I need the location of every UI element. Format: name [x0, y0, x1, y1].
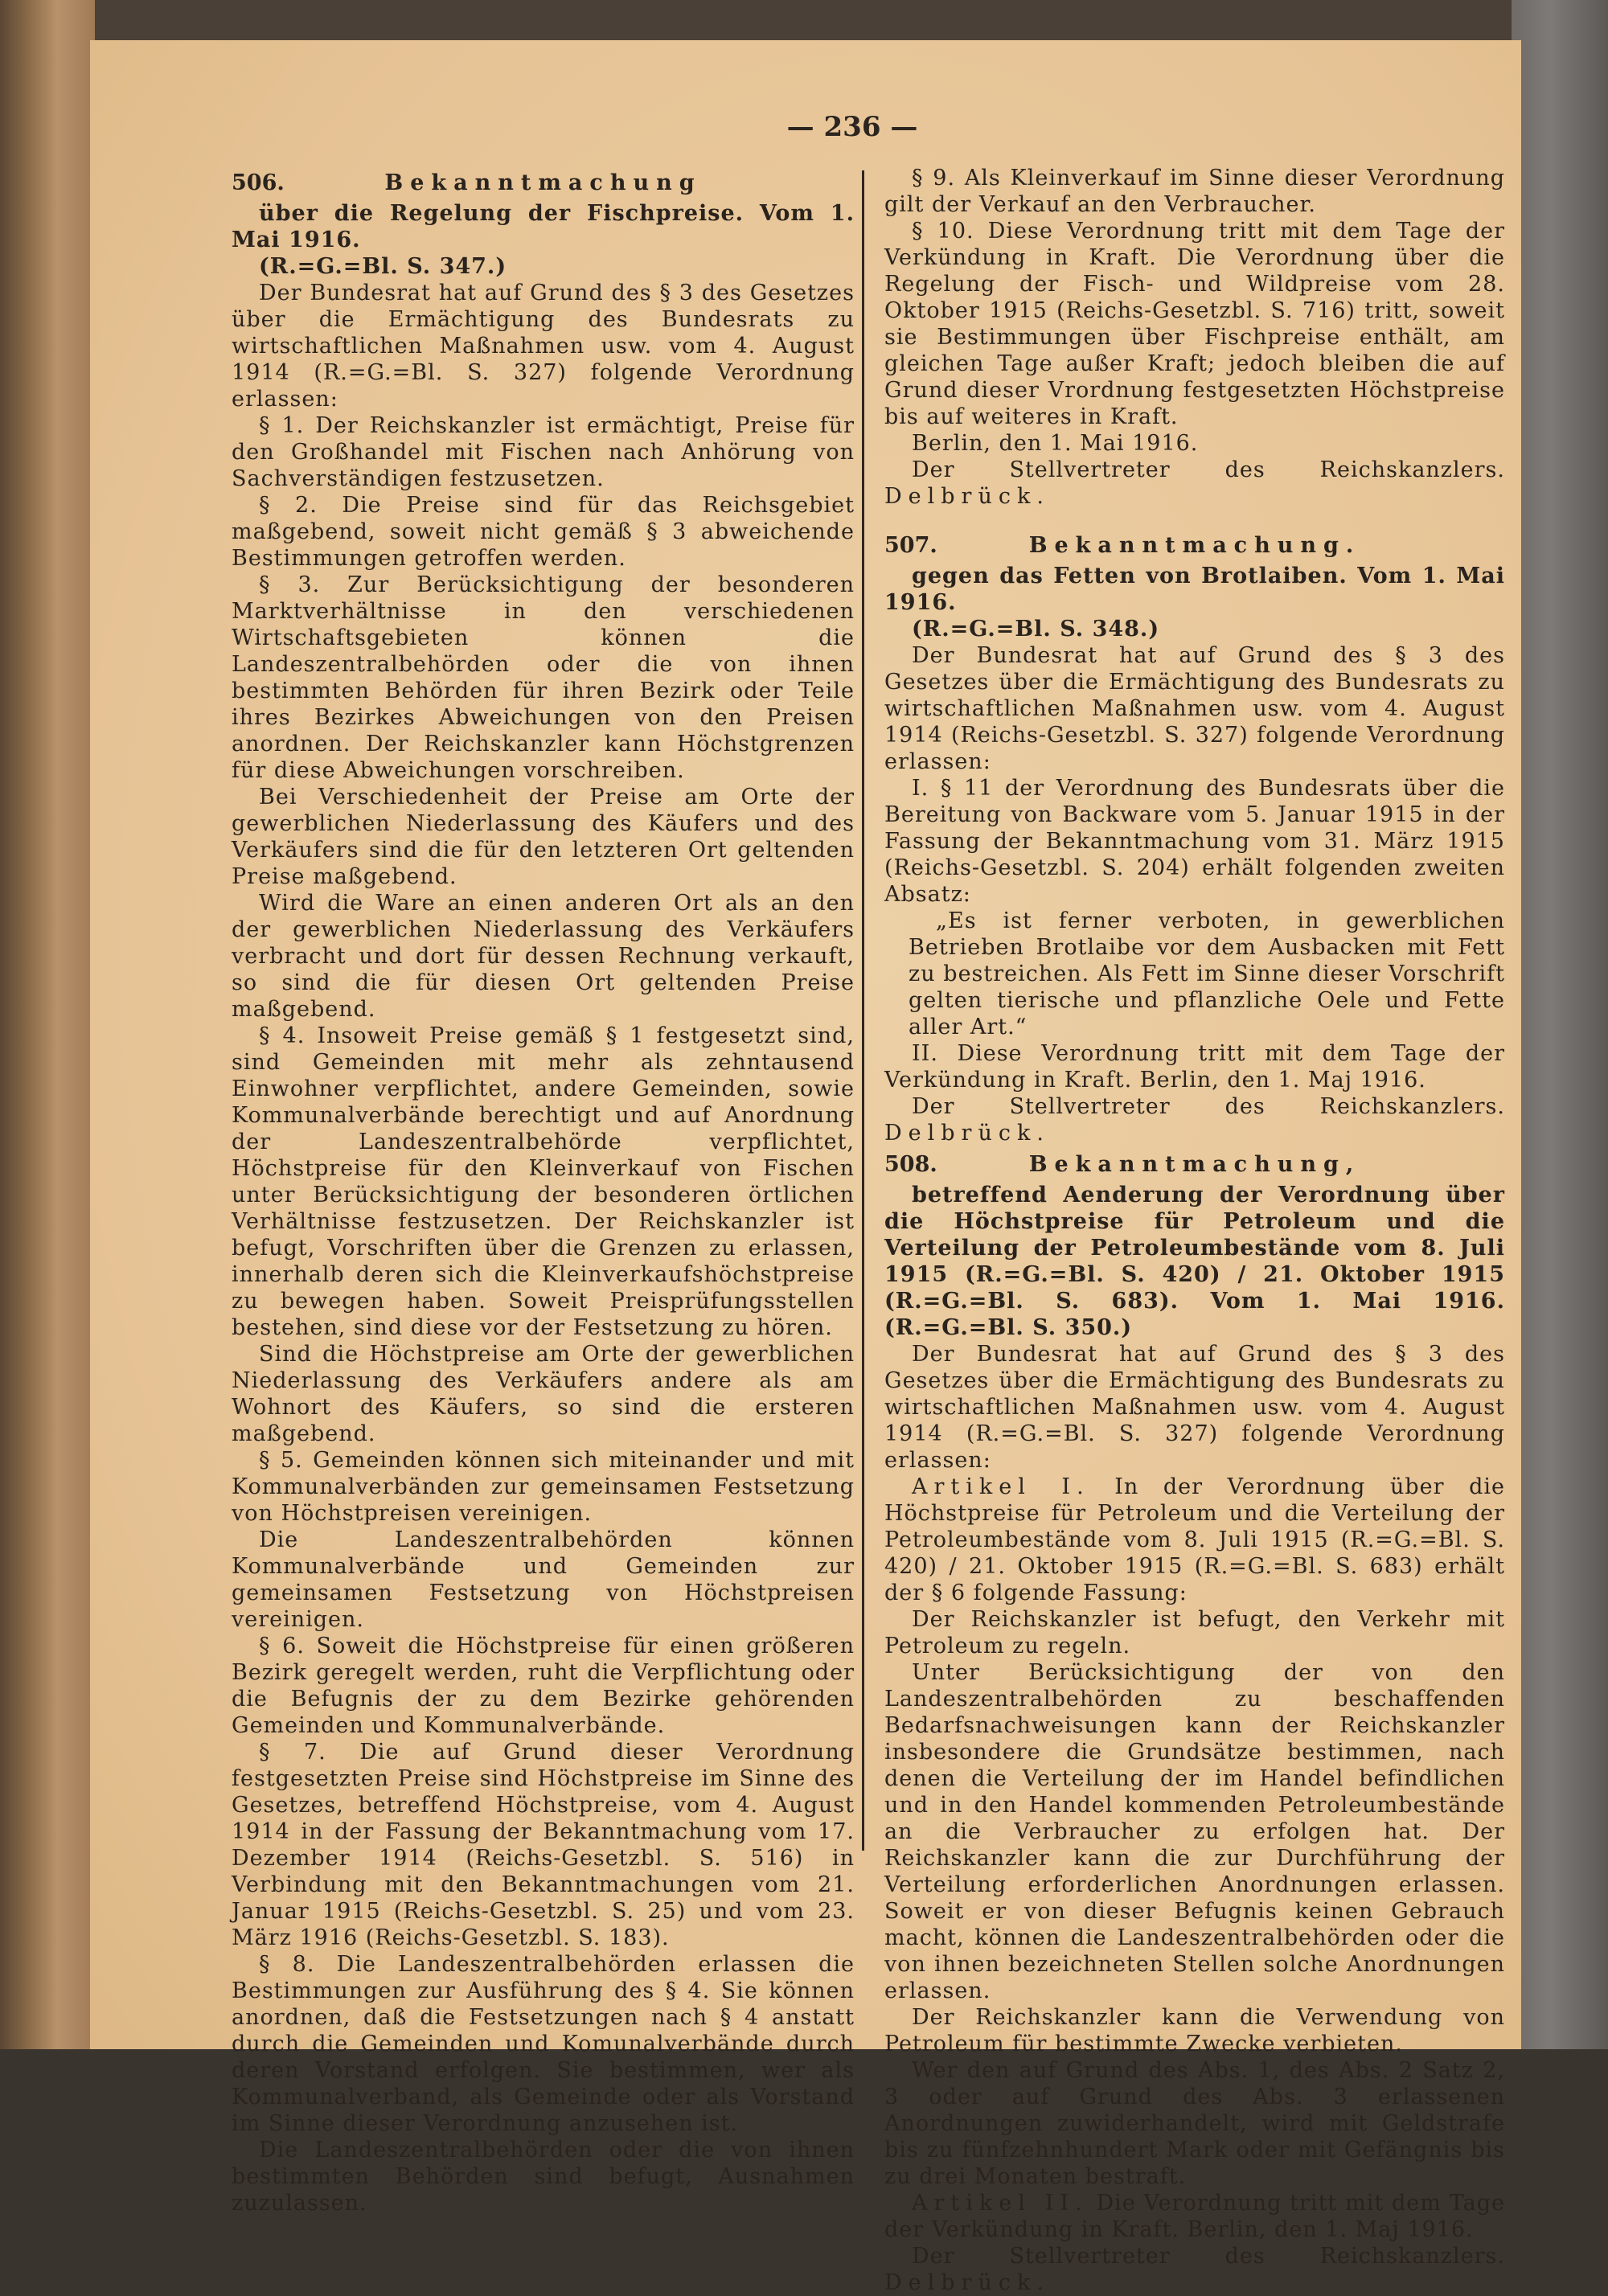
section-number: 506. [232, 170, 285, 195]
paragraph: Wird die Ware an einen anderen Ort als an den der gewerblichen Niederlassung des Verkäufers verbracht und dort für dessen Rechnung verkauft, so sind die für diesen Ort geltenden Preise maßgebend. [232, 891, 855, 1022]
signature [884, 457, 1505, 510]
paragraph: § 2. Die Preise sind für das Reichsgebiet maßgebend, soweit nicht gemäß § 3 abweichende Bestimmungen getroffen werden. [232, 493, 855, 571]
signature-name: Delbrück. [884, 2270, 1050, 2295]
paragraph: § 3. Zur Berücksichtigung der besonderen Marktverhältnisse in den verschiedenen Wirtschaftsgebieten können die Landeszentralbehörden oder die von ihnen bestimmten Behörden für ihren Bezirk oder Teile ihres Bezirkes Abweichungen von den Preisen anordnen. Der Reichskanzler kann Höchstgrenzen für diese Abweichungen vorschreiben. [232, 572, 855, 783]
section-title: Bekanntmachung. [1028, 533, 1361, 558]
paragraph: Der Bundesrat hat auf Grund des § 3 des Gesetzes über die Ermächtigung des Bundesrats zu wirtschaftlichen Maßnahmen usw. vom 4. August 1914 (R.=G.=Bl. S. 327) folgende Verordnung erlassen: [884, 1342, 1505, 1473]
signature-name: Delbrück. [884, 484, 1050, 509]
paragraph: § 10. Diese Verordnung tritt mit dem Tage der Verkündung in Kraft. Die Verordnung über die Regelung der Fisch- und Wildpreise vom 28. Oktober 1915 (Reichs-Gesetzbl. S. 716) tritt, soweit sie Bestimmungen über Fischpreise enthält, am gleichen Tage außer Kraft; jedoch bleiben die auf Grund dieser Vrordnung festgesetzten Höchstpreise bis auf weiteres in Kraft. [884, 219, 1505, 429]
paragraph: Die Landeszentralbehörden können Kommunalverbände und Gemeinden zur gemeinsamen Festsetzung von Höchstpreisen vereinigen. [232, 1527, 855, 1632]
article-label: Artikel II. [912, 2191, 1089, 2216]
section-title: Bekanntmachung [384, 170, 702, 195]
scan-background-top [0, 0, 1608, 42]
article-1 [884, 1474, 1505, 1606]
paragraph: Unter Berücksichtigung der von den Landeszentralbehörden zu beschaffenden Bedarfsnachweisungen kann der Reichskanzler insbesondere die Grundsätze bestimmen, nach denen die Verteilung der im Handel befindlichen und in den Handel kommenden Petroleumbestände an die Verbraucher zu erfolgen hat. Der Reichskanzler kann die zur Durchführung der Verteilung erforderlichen Anordnungen erlassen. Soweit er von dieser Befugnis keinen Gebrauch macht, können die Landeszentralbehörden oder die von ihnen bezeichneten Stellen solche Anordnungen erlassen. [884, 1660, 1505, 2003]
paragraph: I. § 11 der Verordnung des Bundesrats über die Bereitung von Backware vom 5. Januar 1915 in der Fassung der Bekanntmachung vom 31. März 1915 (Reichs-Gesetzbl. S. 204) erhält folgenden zweiten Absatz: [884, 776, 1505, 907]
signature-prefix: Der Stellvertreter des Reichskanzlers. [912, 2244, 1505, 2269]
signature-prefix: Der Stellvertreter des Reichskanzlers. [912, 1094, 1505, 1119]
signature [884, 1093, 1505, 1146]
paragraph: Der Bundesrat hat auf Grund des § 3 des Gesetzes über die Ermächtigung des Bundesrats zu wirtschaftlichen Maßnahmen usw. vom 4. August 1914 (Reichs-Gesetzbl. S. 327) folgende Verordnung erlassen: [884, 643, 1505, 774]
paragraph: § 4. Insoweit Preise gemäß § 1 festgesetzt sind, sind Gemeinden mit mehr als zehntausend Einwohner verpflichtet, andere Gemeinden, sowie Kommunalverbände berechtigt und auf Anordnung der Landeszentralbehörde verpflichtet, Höchstpreise für den Kleinverkauf von Fischen unter Berücksichtigung der besonderen örtlichen Verhältnisse festzusetzen. Der Reichskanzler ist befugt, Vorschriften über die Grenzen zu erlassen, innerhalb deren sich die Kleinverkaufshöchstpreise zu bewegen haben. Soweit Preisprüfungsstellen bestehen, sind diese vor der Festsetzung zu hören. [232, 1023, 855, 1340]
book-page-edges [0, 0, 95, 2049]
section-subtitle: über die Regelung der Fischpreise. Vom 1. Mai 1916. [232, 201, 855, 252]
paragraph: § 1. Der Reichskanzler ist ermächtigt, Preise für den Großhandel mit Fischen nach Anhörung von Sachverständigen festzusetzen. [232, 413, 855, 491]
signature [884, 2243, 1505, 2296]
paragraph: Die Landeszentralbehörden oder die von ihnen bestimmten Behörden sind befugt, Ausnahmen zuzulassen. [232, 2138, 855, 2216]
paragraph: II. Diese Verordnung tritt mit dem Tage der Verkündung in Kraft. Berlin, den 1. Maj 1916. [884, 1041, 1505, 1093]
paragraph: § 8. Die Landeszentralbehörden erlassen die Bestimmungen zur Ausführung des § 4. Sie können anordnen, daß die Festsetzungen nach § 4 anstatt durch die Gemeinden und Komunalverbände durch deren Vorstand erfolgen. Sie bestimmen, wer als Kommunalverband, als Gemeinde oder als Vorstand im Sinne dieser Verordnung anzusehen ist. [232, 1952, 855, 2136]
quoted-paragraph: „Es ist ferner verboten, in gewerblichen Betrieben Brotlaibe vor dem Ausbacken mit Fett zu bestreichen. Als Fett im Sinne dieser Vorschrift gelten tierische und pflanzliche Oele und Fette aller Art.“ [909, 908, 1505, 1039]
section-number: 507. [884, 533, 937, 558]
book-cover-edge [1512, 0, 1608, 2049]
paragraph: § 6. Soweit die Höchstpreise für einen größeren Bezirk geregelt werden, ruht die Verpflichtung oder die Befugnis der zu dem Bezirke gehörenden Gemeinden und Kommunalverbände. [232, 1634, 855, 1738]
right-column [884, 165, 1505, 2296]
paragraph: Der Reichskanzler ist befugt, den Verkehr mit Petroleum zu regeln. [884, 1607, 1505, 1658]
date-line: Berlin, den 1. Mai 1916. [912, 431, 1199, 456]
signature-prefix: Der Stellvertreter des Reichskanzlers. [912, 457, 1505, 482]
paragraph: Der Reichskanzler kann die Verwendung von Petroleum für bestimmte Zwecke verbieten. [884, 2005, 1505, 2056]
paragraph: Wer den auf Grund des Abs. 1, des Abs. 2 Satz 2, 3 oder auf Grund des Abs. 3 erlassenen Anordnungen zuwiderhandelt, wird mit Geldstrafe bis zu fünfzehnhundert Mark oder mit Gefängnis bis zu drei Monaten bestraft. [884, 2058, 1505, 2189]
paragraph: § 5. Gemeinden können sich miteinander und mit Kommunalverbänden zur gemeinsamen Festsetzung von Höchstpreisen vereinigen. [232, 1448, 855, 1526]
signature-name: Delbrück. [884, 1121, 1050, 1146]
section-508-heading [884, 1151, 1505, 1182]
section-507-heading [884, 532, 1505, 563]
section-506-heading [232, 170, 855, 200]
section-subtitle: betreffend Aenderung der Verordnung über die Höchstpreise für Petroleum und die Verteilung der Petroleumbestände vom 8. Juli 1915 (R.=G.=Bl. S. 420) / 21. Oktober 1915 (R.=G.=Bl. S. 683). Vom 1. Mai 1916. (R.=G.=Bl. S. 350.) [884, 1183, 1505, 1340]
article-label: Artikel I. [912, 1474, 1090, 1499]
section-citation: (R.=G.=Bl. S. 347.) [259, 254, 507, 279]
section-number: 508. [884, 1152, 937, 1177]
paragraph: § 7. Die auf Grund dieser Verordnung festgesetzten Preise sind Höchstpreise im Sinne des Gesetzes, betreffend Höchstpreise, vom 4. August 1914 in der Fassung der Bekanntmachung vom 17. Dezember 1914 (Reichs-Gesetzbl. S. 516) in Verbindung mit den Bekanntmachungen vom 21. Januar 1915 (Reichs-Gesetzbl. S. 25) und vom 23. März 1916 (Reichs-Gesetzbl. S. 183). [232, 1740, 855, 1950]
section-subtitle: gegen das Fetten von Brotlaiben. Vom 1. Mai 1916. [884, 564, 1505, 615]
left-column [232, 165, 855, 2216]
section-title: Bekanntmachung, [1028, 1152, 1361, 1177]
paragraph: § 9. Als Kleinverkauf im Sinne dieser Verordnung gilt der Verkauf an den Verbraucher. [884, 166, 1505, 217]
article-text: Die Verordnung tritt mit dem Tage der Verkündung in Kraft. Berlin, den 1. Maj 1916. [884, 2191, 1505, 2242]
paragraph: Sind die Höchstpreise am Orte der gewerblichen Niederlassung des Verkäufers andere als am Wohnort des Käufers, so sind die ersteren maßgebend. [232, 1342, 855, 1446]
paragraph: Bei Verschiedenheit der Preise am Orte der gewerblichen Niederlassung des Käufers und des Verkäufers sind die für den letzteren Ort geltenden Preise maßgebend. [232, 785, 855, 889]
paragraph: Der Bundesrat hat auf Grund des § 3 des Gesetzes über die Ermächtigung des Bundesrats zu wirtschaftlichen Maßnahmen usw. vom 4. August 1914 (R.=G.=Bl. S. 327) folgende Verordnung erlassen: [232, 281, 855, 412]
page-number: — 236 — [786, 111, 918, 143]
section-citation: (R.=G.=Bl. S. 348.) [912, 617, 1160, 642]
column-divider [862, 170, 864, 1851]
section-506-body [232, 280, 855, 2216]
article-2 [884, 2190, 1505, 2243]
article-text: In der Verordnung über die Höchstpreise für Petroleum und die Verteilung der Petroleumbestände vom 8. Juli 1915 (R.=G.=Bl. S. 420) / 21. Oktober 1915 (R.=G.=Bl. S. 683) erhält der § 6 folgende Fassung: [884, 1474, 1506, 1605]
